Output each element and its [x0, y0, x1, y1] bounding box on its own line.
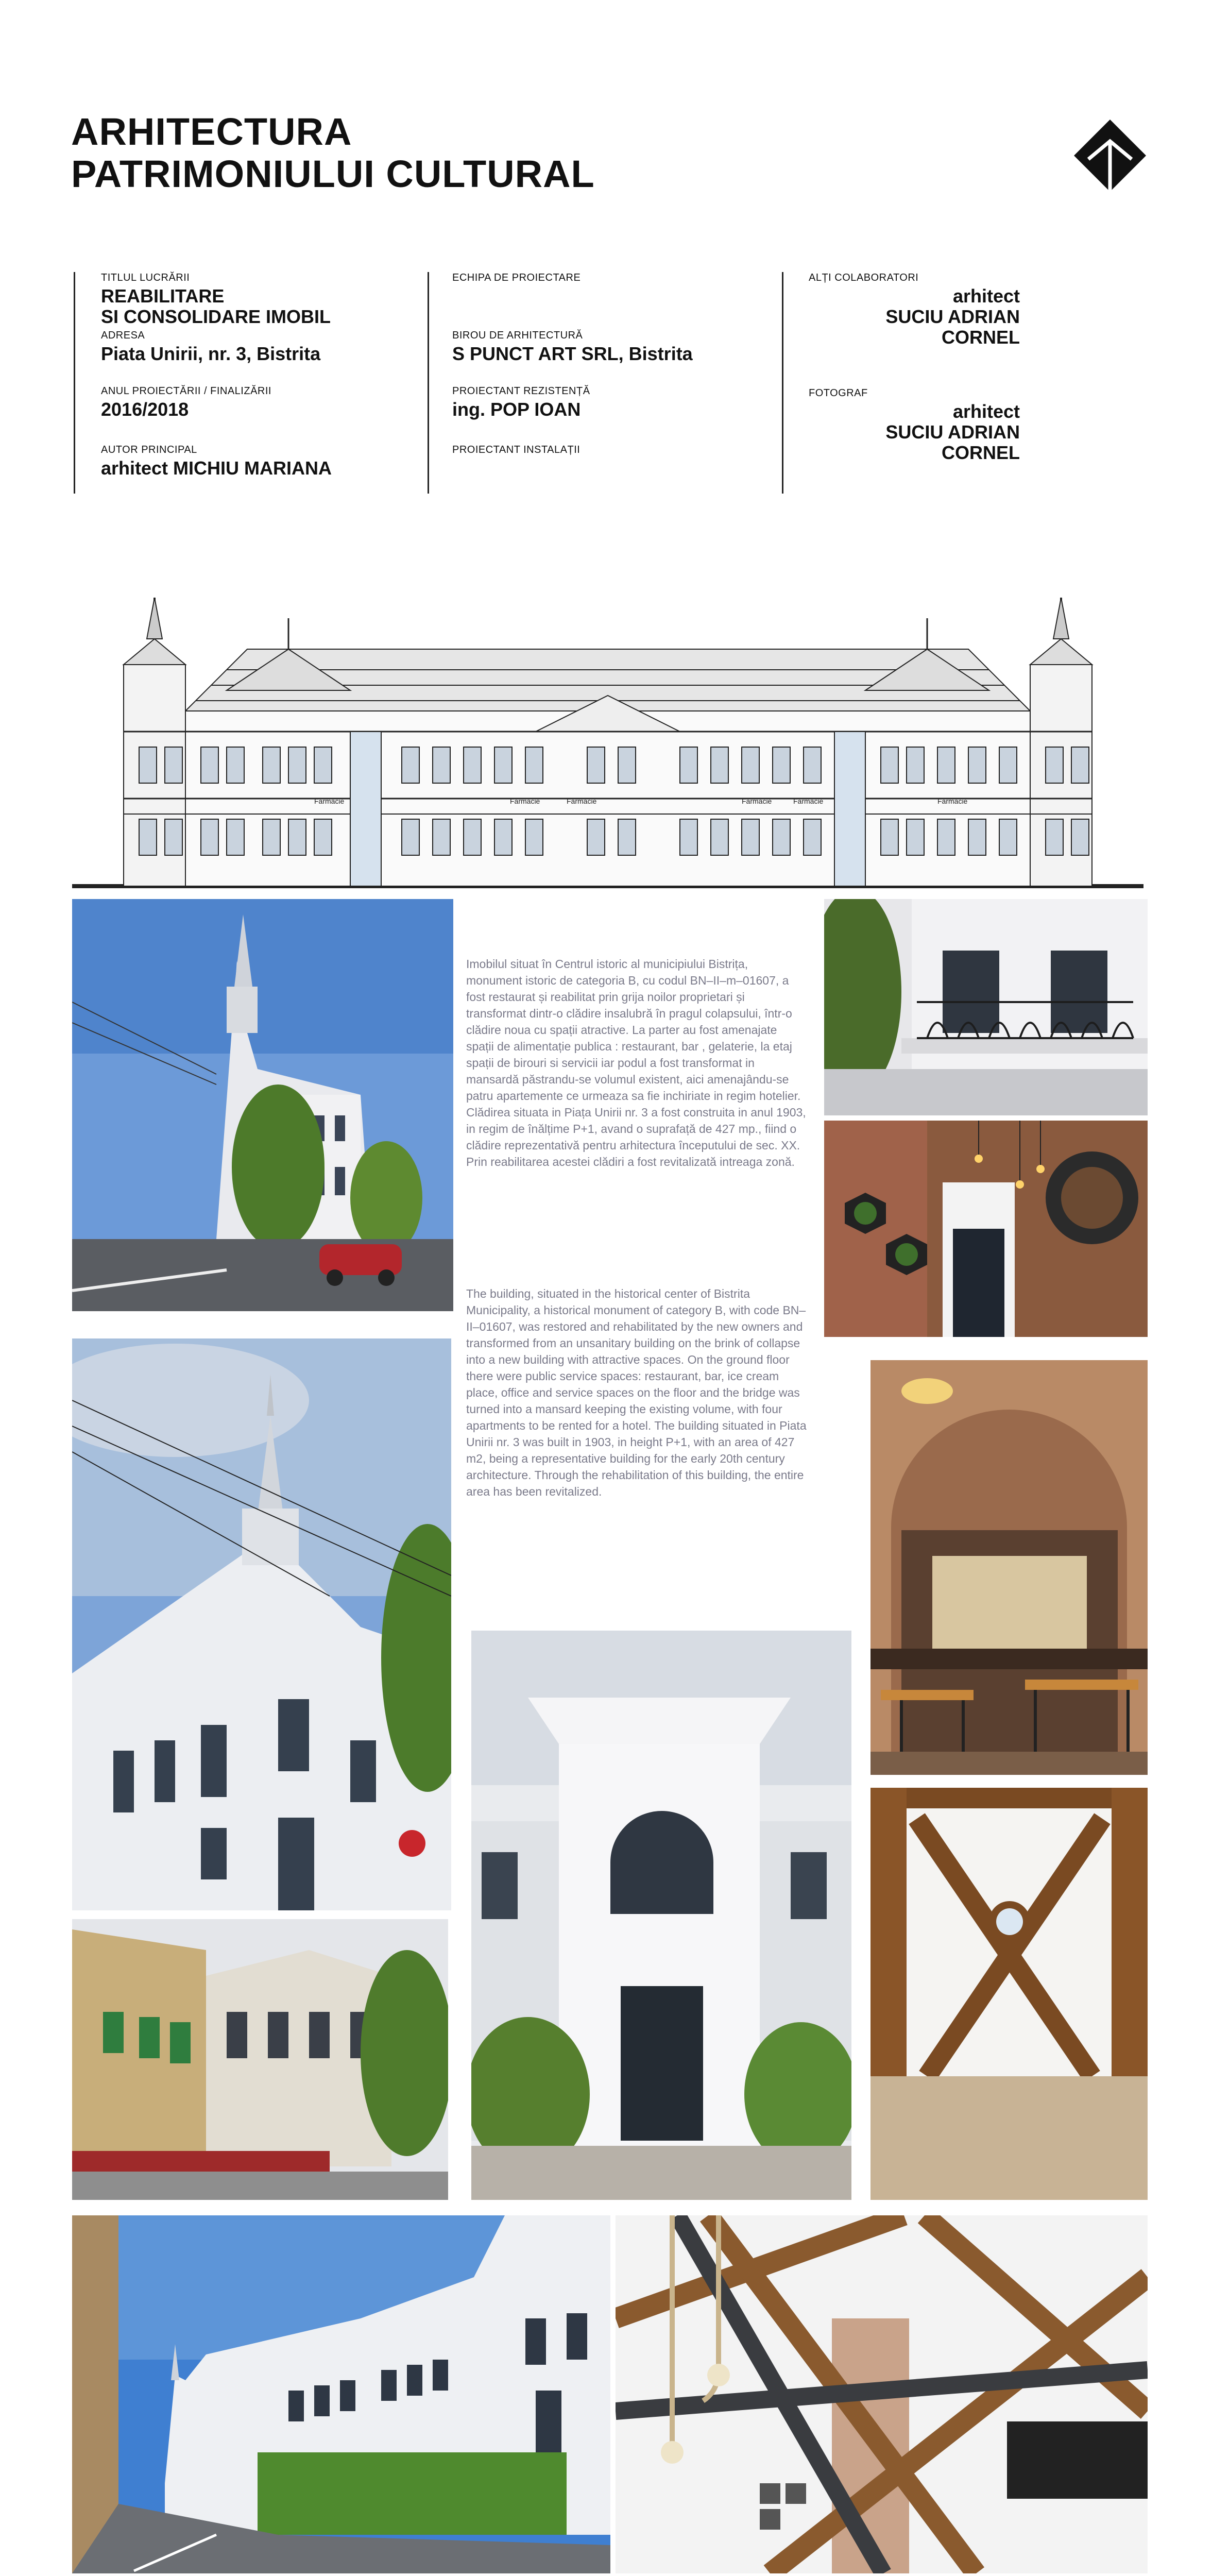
- photo-street-corner: [72, 899, 453, 1311]
- elevation-window: [804, 747, 821, 783]
- elevation-window: [201, 747, 218, 783]
- elevation-window: [139, 819, 157, 855]
- elevation-window: [1046, 819, 1063, 855]
- field-office: [452, 330, 693, 364]
- elevation-window: [711, 747, 728, 783]
- field-installations: [452, 444, 580, 456]
- elevation-window: [999, 819, 1017, 855]
- field-value: arhitect MICHIU MARIANA: [101, 457, 332, 479]
- elevation-window: [1071, 819, 1089, 855]
- elevation-window: [314, 747, 332, 783]
- field-structural: [452, 385, 590, 420]
- elevation-window: [618, 747, 636, 783]
- field-label: AUTOR PRINCIPAL: [101, 444, 197, 455]
- field-label: ADRESA: [101, 330, 145, 341]
- field-address: [101, 330, 320, 364]
- elevation-window: [937, 747, 955, 783]
- elevation-window: [263, 819, 280, 855]
- elevation-window: [881, 747, 898, 783]
- photo-attic-beams: [870, 1788, 1148, 2200]
- field-value: REABILITARE SI CONSOLIDARE IMOBIL: [101, 285, 331, 327]
- elevation-window: [907, 819, 924, 855]
- field-photographer: [809, 387, 1020, 463]
- elevation-sign: Farmacie: [567, 797, 597, 805]
- column-divider: [74, 272, 75, 494]
- field-label: BIROU DE ARHITECTURĂ: [452, 330, 583, 341]
- title-line-1: ARHITECTURA: [71, 110, 352, 153]
- elevation-window: [742, 819, 759, 855]
- field-year: [101, 385, 271, 420]
- elevation-window: [742, 747, 759, 783]
- elevation-window: [711, 819, 728, 855]
- field-author: [101, 444, 332, 479]
- elevation-sign: Farmacie: [510, 797, 540, 805]
- elevation-sign: Farmacie: [742, 797, 772, 805]
- elevation-window: [773, 747, 790, 783]
- column-divider: [782, 272, 783, 494]
- field-collaborators: [809, 272, 1020, 348]
- elevation-window: [433, 747, 450, 783]
- field-value: S PUNCT ART SRL, Bistrita: [452, 343, 693, 364]
- field-label: ALȚI COLABORATORI: [809, 272, 919, 283]
- elevation-window: [1046, 747, 1063, 783]
- elevation-window: [139, 747, 157, 783]
- elevation-sign: Farmacie: [937, 797, 968, 805]
- elevation-window: [165, 819, 182, 855]
- page-title: [71, 111, 595, 195]
- facade-elevation-drawing: [72, 577, 1143, 891]
- photo-bar-interior: [824, 1121, 1148, 1337]
- description-ro: Imobilul situat în Centrul istoric al municipiului Bistrița, monument istoric de categoria B, cu codul BN–II–m–01607, a fost restaurat și reabilitat prin grija noilor proprietari și transformat dintr-o clădire insalubră în pragul colapsului, într-o clădire noua cu spații atractive. La parter au fost amenajate spații de alimentație publica : restaurant, bar , gelaterie, la etaj spații de birouri si servicii iar podul a fost transformat in mansardă păstrandu-se volumul existent, aici amenajându-se patru apartemente ce urmeaza sa fie inchiriate in regim hotelier. Clădirea situata in Piața Unirii nr. 3 a fost construita in anul 1903, in regim de înălțime P+1, avand o suprafață de 427 mp., fiind o clădire reprezentativă pentru arhitectura începutului de sec. XX. Prin reabilitarea acestei clădiri a fost revitalizată intreaga zonă.: [466, 957, 806, 1168]
- elevation-window: [525, 819, 543, 855]
- elevation-window: [494, 747, 512, 783]
- elevation-window: [1071, 747, 1089, 783]
- elevation-window: [263, 747, 280, 783]
- photo-timber-structure: [616, 2215, 1148, 2573]
- photo-balcony-detail: [824, 899, 1148, 1115]
- elevation-window: [165, 747, 182, 783]
- field-team: [452, 272, 581, 284]
- field-label: FOTOGRAF: [809, 387, 868, 399]
- elevation-window: [999, 747, 1017, 783]
- field-value: Piata Unirii, nr. 3, Bistrita: [101, 343, 321, 364]
- elevation-window: [587, 819, 605, 855]
- elevation-window: [227, 747, 244, 783]
- elevation-window: [288, 747, 306, 783]
- elevation-window: [773, 819, 790, 855]
- elevation-window: [680, 819, 697, 855]
- photo-old-facade: [72, 1919, 448, 2200]
- elevation-window: [587, 747, 605, 783]
- elevation-window: [314, 819, 332, 855]
- elevation-window: [968, 747, 986, 783]
- photo-restaurant-interior: [870, 1360, 1148, 1775]
- description-en: The building, situated in the historical center of Bistrita Municipality, a historical monument of category B, with code BN–II–01607, was restored and rehabilitated by the new owners and transformed from an unsanitary building on the brink of collapse into a new building with attractive spaces. On the ground floor there were public service spaces: restaurant, bar, ice cream place, office and service spaces on the floor and the bridge was turned into a mansard keeping the existing volume, with four apartments to be rented for a hotel. The building situated in Piata Unirii nr. 3 was built in 1903, in height P+1, with an area of 427 m2, being a representative building for the early 20th century architecture. Through the rehabilitation of this building, the entire area has been revitalized.: [466, 1287, 807, 1498]
- field-value: arhitect SUCIU ADRIAN CORNEL: [885, 285, 1020, 348]
- photo-tower-upward: [72, 1338, 451, 1910]
- photo-street-perspective: [72, 2215, 610, 2573]
- elevation-window: [680, 747, 697, 783]
- field-title: [101, 272, 331, 327]
- field-label: TITLUL LUCRĂRII: [101, 272, 190, 283]
- elevation-window: [881, 819, 898, 855]
- elevation-window: [804, 819, 821, 855]
- field-value: ing. POP IOAN: [452, 399, 581, 420]
- elevation-window: [968, 819, 986, 855]
- elevation-window: [525, 747, 543, 783]
- elevation-window: [464, 819, 481, 855]
- elevation-window: [494, 819, 512, 855]
- field-label: ANUL PROIECTĂRII / FINALIZĂRII: [101, 385, 271, 397]
- elevation-window: [937, 819, 955, 855]
- title-line-2: PATRIMONIULUI CULTURAL: [71, 152, 595, 195]
- elevation-window: [288, 819, 306, 855]
- elevation-window: [201, 819, 218, 855]
- field-label: PROIECTANT REZISTENȚĂ: [452, 385, 590, 397]
- elevation-window: [907, 747, 924, 783]
- photo-entrance-facade: [471, 1631, 851, 2200]
- elevation-window: [464, 747, 481, 783]
- elevation-window: [433, 819, 450, 855]
- field-label: ECHIPA DE PROIECTARE: [452, 272, 581, 283]
- field-value: 2016/2018: [101, 399, 189, 420]
- oar-logo-icon: [1074, 120, 1146, 192]
- elevation-sign: Farmacie: [793, 797, 824, 805]
- elevation-window: [227, 819, 244, 855]
- elevation-sign: Farmacie: [314, 797, 345, 805]
- field-value: arhitect SUCIU ADRIAN CORNEL: [885, 401, 1020, 463]
- elevation-window: [402, 819, 419, 855]
- field-label: PROIECTANT INSTALAȚII: [452, 444, 581, 455]
- elevation-window: [618, 819, 636, 855]
- elevation-window: [402, 747, 419, 783]
- column-divider: [428, 272, 429, 494]
